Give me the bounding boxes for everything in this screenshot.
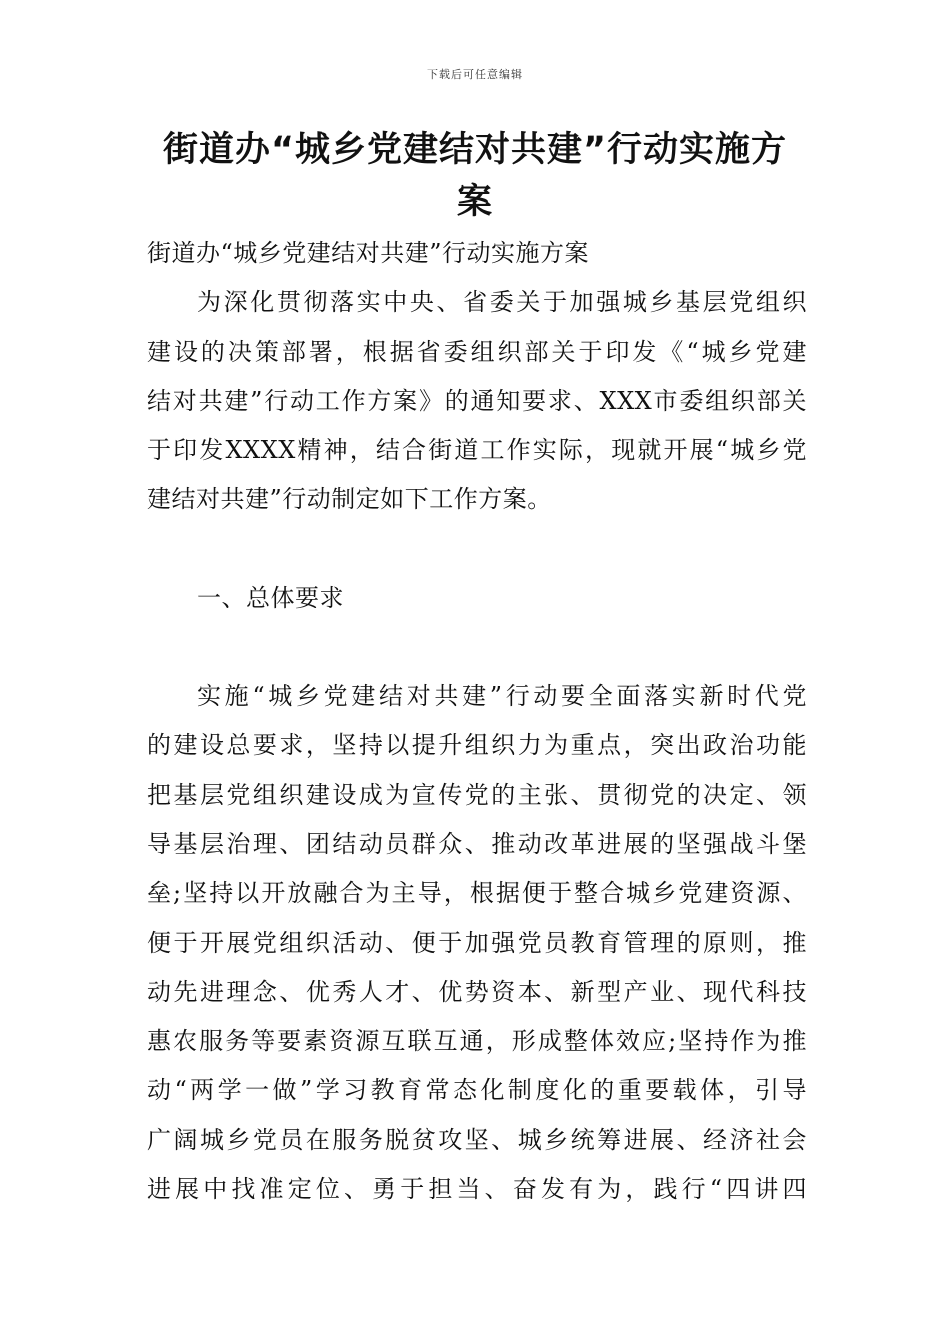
section-heading: 一、总体要求 bbox=[197, 583, 344, 612]
paragraph-gap bbox=[147, 623, 807, 672]
paragraph-gap bbox=[147, 525, 807, 574]
section-line: 惠农服务等要素资源互联互通，形成整体效应;坚持作为推 bbox=[147, 1027, 807, 1056]
intro-line: 为深化贯彻落实中央、省委关于加强城乡基层党组织 bbox=[197, 288, 807, 317]
header-note: 下载后可任意编辑 bbox=[427, 68, 523, 81]
section-line: 动先进理念、优秀人才、优势资本、新型产业、现代科技 bbox=[147, 977, 807, 1006]
section-line: 广阔城乡党员在服务脱贫攻坚、城乡统筹进展、经济社会 bbox=[147, 1125, 807, 1154]
section-line: 进展中找准定位、勇于担当、奋发有为，践行“四讲四 bbox=[147, 1175, 807, 1204]
section-line: 动“两学一做”学习教育常态化制度化的重要载体，引导 bbox=[147, 1076, 807, 1105]
document-title: 街道办“城乡党建结对共建”行动实施方案 bbox=[162, 130, 787, 222]
intro-line: 结对共建”行动工作方案》的通知要求、XXX市委组织部关 bbox=[147, 386, 807, 415]
document-body bbox=[147, 229, 807, 1214]
subtitle-line: 街道办“城乡党建结对共建”行动实施方案 bbox=[147, 239, 590, 267]
section-line: 导基层治理、团结动员群众、推动改革进展的坚强战斗堡 bbox=[147, 829, 807, 858]
intro-line: 于印发XXXX精神，结合街道工作实际，现就开展“城乡党 bbox=[147, 436, 807, 465]
section-line: 的建设总要求，坚持以提升组织力为重点，突出政治功能 bbox=[147, 731, 807, 760]
section-line: 实施“城乡党建结对共建”行动要全面落实新时代党 bbox=[197, 682, 807, 711]
intro-line: 建设的决策部署，根据省委组织部关于印发《“城乡党建 bbox=[147, 337, 807, 366]
section-line: 垒;坚持以开放融合为主导，根据便于整合城乡党建资源、 bbox=[147, 879, 807, 908]
section-line: 把基层党组织建设成为宣传党的主张、贯彻党的决定、领 bbox=[147, 780, 807, 809]
section-line: 便于开展党组织活动、便于加强党员教育管理的原则，推 bbox=[147, 928, 807, 957]
intro-line: 建结对共建”行动制定如下工作方案。 bbox=[147, 485, 552, 514]
